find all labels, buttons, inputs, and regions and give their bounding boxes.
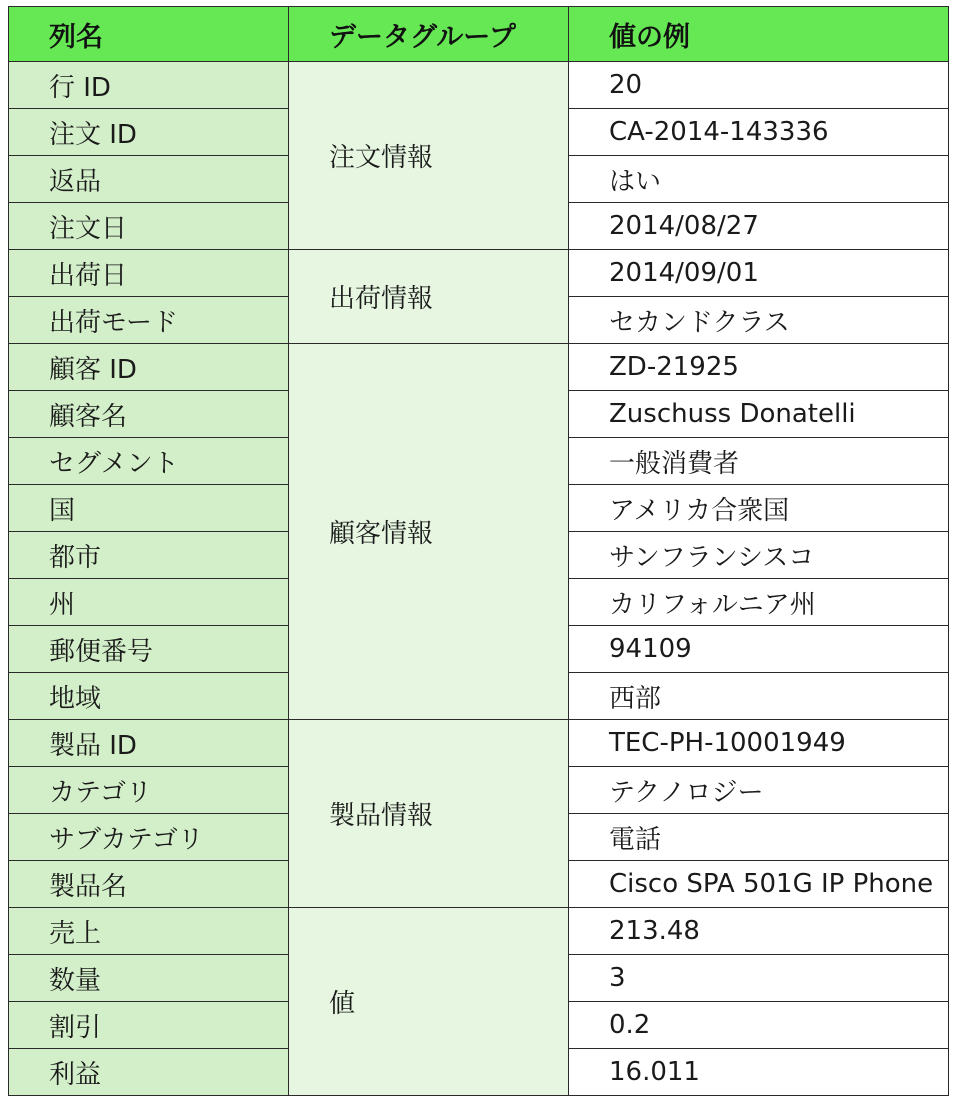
example-value-cell: ZD-21925 <box>569 344 949 391</box>
column-name-cell: 利益 <box>9 1049 289 1096</box>
data-group-cell: 顧客情報 <box>289 344 569 720</box>
example-value-cell: Cisco SPA 501G IP Phone <box>569 861 949 908</box>
schema-table <box>8 6 949 1096</box>
column-name-cell: 出荷モード <box>9 297 289 344</box>
data-group-cell: 値 <box>289 908 569 1096</box>
example-value-cell: 2014/08/27 <box>569 203 949 250</box>
data-group-cell: 製品情報 <box>289 720 569 908</box>
column-name-cell: カテゴリ <box>9 767 289 814</box>
header-column-name: 列名 <box>9 7 289 62</box>
example-value-cell: 213.48 <box>569 908 949 955</box>
column-name-cell: 製品名 <box>9 861 289 908</box>
example-value-cell: 西部 <box>569 673 949 720</box>
header-example-value: 値の例 <box>569 7 949 62</box>
header-row <box>9 7 949 62</box>
data-group-cell: 注文情報 <box>289 62 569 250</box>
column-name-cell: 郵便番号 <box>9 626 289 673</box>
column-name-cell: 割引 <box>9 1002 289 1049</box>
table-row <box>9 62 949 109</box>
column-name-cell: 顧客 ID <box>9 344 289 391</box>
example-value-cell: 2014/09/01 <box>569 250 949 297</box>
column-name-cell: セグメント <box>9 438 289 485</box>
table-row <box>9 908 949 955</box>
example-value-cell: サンフランシスコ <box>569 532 949 579</box>
example-value-cell: テクノロジー <box>569 767 949 814</box>
column-name-cell: 顧客名 <box>9 391 289 438</box>
header-data-group: データグループ <box>289 7 569 62</box>
example-value-cell: Zuschuss Donatelli <box>569 391 949 438</box>
example-value-cell: 一般消費者 <box>569 438 949 485</box>
column-name-cell: 国 <box>9 485 289 532</box>
table-row <box>9 720 949 767</box>
column-name-cell: サブカテゴリ <box>9 814 289 861</box>
example-value-cell: 3 <box>569 955 949 1002</box>
column-name-cell: 製品 ID <box>9 720 289 767</box>
column-name-cell: 売上 <box>9 908 289 955</box>
example-value-cell: CA-2014-143336 <box>569 109 949 156</box>
column-name-cell: 注文 ID <box>9 109 289 156</box>
example-value-cell: 16.011 <box>569 1049 949 1096</box>
example-value-cell: はい <box>569 156 949 203</box>
example-value-cell: 20 <box>569 62 949 109</box>
column-name-cell: 州 <box>9 579 289 626</box>
table-row <box>9 344 949 391</box>
example-value-cell: 94109 <box>569 626 949 673</box>
table-row <box>9 250 949 297</box>
column-name-cell: 注文日 <box>9 203 289 250</box>
example-value-cell: カリフォルニア州 <box>569 579 949 626</box>
column-name-cell: 行 ID <box>9 62 289 109</box>
example-value-cell: セカンドクラス <box>569 297 949 344</box>
column-name-cell: 数量 <box>9 955 289 1002</box>
column-name-cell: 返品 <box>9 156 289 203</box>
example-value-cell: TEC-PH-10001949 <box>569 720 949 767</box>
table-header <box>9 7 949 62</box>
column-name-cell: 都市 <box>9 532 289 579</box>
example-value-cell: アメリカ合衆国 <box>569 485 949 532</box>
example-value-cell: 電話 <box>569 814 949 861</box>
table-body <box>9 62 949 1096</box>
column-name-cell: 地域 <box>9 673 289 720</box>
data-group-cell: 出荷情報 <box>289 250 569 344</box>
column-name-cell: 出荷日 <box>9 250 289 297</box>
example-value-cell: 0.2 <box>569 1002 949 1049</box>
